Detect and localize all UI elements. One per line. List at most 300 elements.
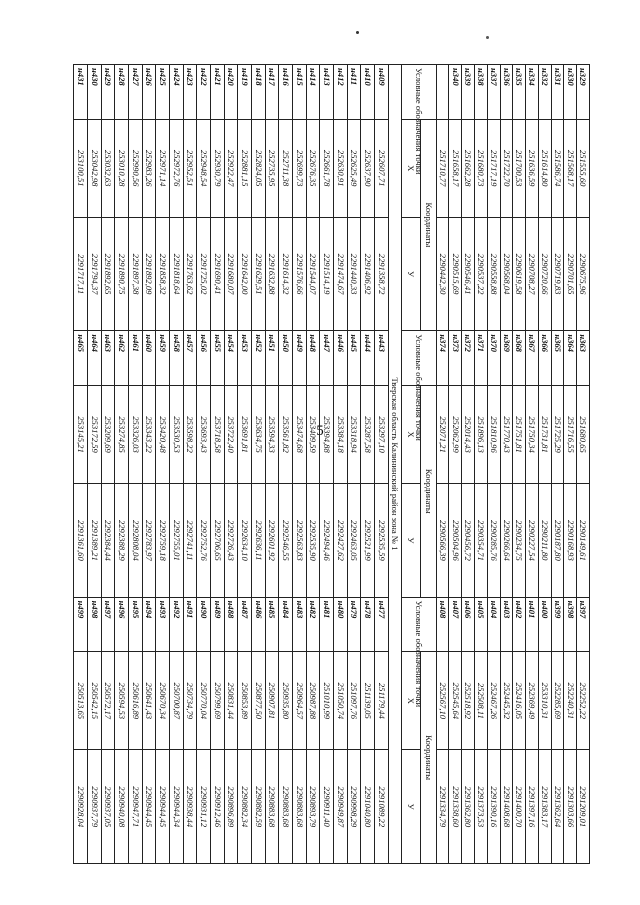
coord-y-cell: 2290947,71 bbox=[129, 750, 143, 864]
point-label-cell: н465 bbox=[74, 331, 88, 386]
coord-x-cell: 253032,63 bbox=[101, 119, 115, 217]
point-label-cell: н416 bbox=[279, 65, 293, 120]
coord-y-cell: 2291209,01 bbox=[577, 750, 590, 864]
coord-x-cell: 252922,47 bbox=[224, 119, 238, 217]
table-row bbox=[88, 65, 102, 864]
table-row bbox=[129, 65, 143, 864]
table-row bbox=[293, 65, 307, 864]
coord-y-cell: 2290566,39 bbox=[436, 484, 449, 598]
coord-y-cell: 2291818,64 bbox=[170, 217, 184, 331]
point-label-cell: н430 bbox=[88, 65, 102, 120]
coord-y-cell: 2292601,92 bbox=[265, 484, 279, 598]
point-label-cell: н431 bbox=[74, 65, 88, 120]
y-header: У bbox=[402, 217, 421, 331]
coord-y-cell: 2290168,93 bbox=[564, 484, 577, 598]
table-row bbox=[334, 65, 348, 864]
point-label-cell: н495 bbox=[129, 597, 143, 652]
point-label-cell: н427 bbox=[129, 65, 143, 120]
coord-y-cell: 2290720,66 bbox=[538, 217, 551, 331]
coord-x-cell: 252699,73 bbox=[293, 119, 307, 217]
coord-x-cell: 252972,76 bbox=[170, 119, 184, 217]
coord-y-cell: 2290227,54 bbox=[526, 484, 539, 598]
coord-y-cell: 2290883,68 bbox=[293, 750, 307, 864]
coord-y-cell: 2290149,61 bbox=[577, 484, 590, 598]
coord-x-cell: 251751,81 bbox=[513, 385, 526, 483]
coord-y-cell: 2292388,29 bbox=[115, 484, 129, 598]
coord-x-cell: 253598,22 bbox=[183, 385, 197, 483]
coord-x-cell: 253287,58 bbox=[361, 385, 375, 483]
coord-x-cell: 253561,82 bbox=[279, 385, 293, 483]
coord-y-cell: 2290883,68 bbox=[279, 750, 293, 864]
coord-x-cell: 252545,64 bbox=[449, 652, 462, 750]
point-label-cell: н494 bbox=[142, 597, 156, 652]
table-row bbox=[211, 65, 225, 864]
coord-y-cell: 2290234,75 bbox=[513, 484, 526, 598]
scan-speck bbox=[486, 36, 489, 39]
coord-y-cell: 2291794,37 bbox=[88, 217, 102, 331]
point-label-cell: н419 bbox=[238, 65, 252, 120]
point-label-cell: н457 bbox=[183, 331, 197, 386]
point-label-cell: н404 bbox=[487, 597, 500, 652]
point-label-cell: н429 bbox=[101, 65, 115, 120]
coord-x-cell: 252071,21 bbox=[436, 385, 449, 483]
coord-y-cell: 2290944,45 bbox=[156, 750, 170, 864]
coord-x-cell: 252467,26 bbox=[487, 652, 500, 750]
point-label-cell: н484 bbox=[279, 597, 293, 652]
coord-y-cell: 2291362,64 bbox=[551, 750, 564, 864]
point-label-cell: н336 bbox=[500, 65, 513, 120]
point-label-cell: н405 bbox=[474, 597, 487, 652]
coord-y-cell: 2291406,92 bbox=[361, 217, 375, 331]
coord-x-cell: 252948,54 bbox=[197, 119, 211, 217]
point-label-cell: н414 bbox=[306, 65, 320, 120]
point-label-cell: н367 bbox=[526, 331, 539, 386]
table-header-row bbox=[421, 65, 437, 864]
point-label-cell: н368 bbox=[513, 331, 526, 386]
point-label-cell: н483 bbox=[293, 597, 307, 652]
point-label-cell: н450 bbox=[279, 331, 293, 386]
point-label-cell: н464 bbox=[88, 331, 102, 386]
coord-y-cell: 2292563,83 bbox=[293, 484, 307, 598]
coord-x-cell: 251636,59 bbox=[526, 119, 539, 217]
coord-y-cell: 2292427,62 bbox=[334, 484, 348, 598]
coord-x-cell: 252625,49 bbox=[347, 119, 361, 217]
point-label-cell: н489 bbox=[211, 597, 225, 652]
coord-x-cell: 250877,50 bbox=[252, 652, 266, 750]
coord-x-cell: 252711,38 bbox=[279, 119, 293, 217]
table-row bbox=[500, 65, 513, 864]
table-row bbox=[551, 65, 564, 864]
point-label-cell: н428 bbox=[115, 65, 129, 120]
point-label-cell: н444 bbox=[361, 331, 375, 386]
coord-y-cell: 2290568,04 bbox=[500, 217, 513, 331]
coord-y-cell: 2292535,59 bbox=[375, 484, 389, 598]
point-label-cell: н490 bbox=[197, 597, 211, 652]
point-label-cell: н340 bbox=[449, 65, 462, 120]
point-label-cell: н365 bbox=[551, 331, 564, 386]
scan-speck bbox=[356, 31, 359, 34]
coord-y-cell: 2290504,96 bbox=[449, 484, 462, 598]
table-row bbox=[238, 65, 252, 864]
coord-x-cell: 252369,49 bbox=[526, 652, 539, 750]
coord-x-cell: 250935,80 bbox=[279, 652, 293, 750]
point-label-cell bbox=[436, 65, 449, 120]
coord-y-cell: 2291089,22 bbox=[375, 750, 389, 864]
coord-y-cell: 2290882,59 bbox=[252, 750, 266, 864]
point-label-cell: н329 bbox=[577, 65, 590, 120]
point-label-cell: н453 bbox=[238, 331, 252, 386]
coord-x-cell: 252062,99 bbox=[449, 385, 462, 483]
point-label-cell: н482 bbox=[306, 597, 320, 652]
point-label-cell: н481 bbox=[320, 597, 334, 652]
table-row bbox=[462, 65, 475, 864]
coord-y-cell: 2290285,76 bbox=[487, 484, 500, 598]
coord-y-cell: 2290442,30 bbox=[436, 217, 449, 331]
table-row bbox=[564, 65, 577, 864]
point-label-cell: н478 bbox=[361, 597, 375, 652]
point-label-cell: н491 bbox=[183, 597, 197, 652]
coord-y-cell: 2291303,66 bbox=[564, 750, 577, 864]
coord-y-cell: 2291892,09 bbox=[142, 217, 156, 331]
coord-x-cell: 250513,65 bbox=[74, 652, 88, 750]
coord-x-cell: 251731,81 bbox=[538, 385, 551, 483]
point-label-cell: н499 bbox=[74, 597, 88, 652]
table-row bbox=[436, 65, 449, 864]
point-label-cell: н413 bbox=[320, 65, 334, 120]
coord-x-cell: 252637,90 bbox=[361, 119, 375, 217]
coord-y-cell: 2291389,21 bbox=[88, 484, 102, 598]
point-label-cell: н400 bbox=[538, 597, 551, 652]
coord-x-cell: 250572,17 bbox=[101, 652, 115, 750]
coord-x-cell: 252990,56 bbox=[129, 119, 143, 217]
coord-x-cell: 253297,10 bbox=[375, 385, 389, 483]
point-label-cell: н371 bbox=[474, 331, 487, 386]
coord-y-cell: 2290912,46 bbox=[211, 750, 225, 864]
coord-x-cell: 251700,53 bbox=[513, 119, 526, 217]
point-label-cell: н373 bbox=[449, 331, 462, 386]
point-label-cell: н420 bbox=[224, 65, 238, 120]
coord-x-cell: 251680,73 bbox=[474, 119, 487, 217]
point-label-cell: н401 bbox=[526, 597, 539, 652]
point-label-cell: н496 bbox=[115, 597, 129, 652]
table-row bbox=[265, 65, 279, 864]
coord-y-cell: 2290937,79 bbox=[88, 750, 102, 864]
point-label-cell: н337 bbox=[487, 65, 500, 120]
coord-x-cell: 253691,81 bbox=[238, 385, 252, 483]
coord-x-cell: 252735,95 bbox=[265, 119, 279, 217]
coord-x-cell: 253384,18 bbox=[334, 385, 348, 483]
point-label-cell: н411 bbox=[347, 65, 361, 120]
x-header: X bbox=[402, 385, 421, 483]
coord-x-cell: 253474,68 bbox=[293, 385, 307, 483]
coord-x-cell: 252971,14 bbox=[156, 119, 170, 217]
point-label-cell: н486 bbox=[252, 597, 266, 652]
coord-x-cell: 251810,96 bbox=[487, 385, 500, 483]
coord-y-cell: 2290266,64 bbox=[500, 484, 513, 598]
coord-y-cell: 2290911,40 bbox=[320, 750, 334, 864]
coord-x-cell: 251050,74 bbox=[334, 652, 348, 750]
coord-y-cell: 2290719,83 bbox=[551, 217, 564, 331]
table-row bbox=[361, 65, 375, 864]
coord-x-cell: 252607,71 bbox=[375, 119, 389, 217]
coord-y-cell: 2291629,51 bbox=[252, 217, 266, 331]
coord-x-cell: 251139,05 bbox=[361, 652, 375, 750]
point-label-cell: н412 bbox=[334, 65, 348, 120]
coord-x-cell: 252518,92 bbox=[462, 652, 475, 750]
coord-y-cell: 2291717,11 bbox=[74, 217, 88, 331]
point-label-cell: н463 bbox=[101, 331, 115, 386]
coord-x-cell: 252285,69 bbox=[551, 652, 564, 750]
point-label-cell: н331 bbox=[551, 65, 564, 120]
table-row bbox=[224, 65, 238, 864]
coord-y-cell: 2291383,17 bbox=[538, 750, 551, 864]
coord-x-cell: 252252,22 bbox=[577, 652, 590, 750]
coord-x-cell: 252014,43 bbox=[462, 385, 475, 483]
coord-y-cell: 2291858,32 bbox=[156, 217, 170, 331]
coord-y-cell: 2291400,70 bbox=[513, 750, 526, 864]
coord-y-cell: 2291680,07 bbox=[224, 217, 238, 331]
point-label-header: Условные обозначения точки bbox=[402, 597, 436, 652]
point-label-cell: н334 bbox=[526, 65, 539, 120]
coord-y-cell: 2292535,90 bbox=[306, 484, 320, 598]
coord-x-cell: 251555,60 bbox=[577, 119, 590, 217]
coord-x-cell: 253634,75 bbox=[252, 385, 266, 483]
coord-y-cell: 2292741,11 bbox=[183, 484, 197, 598]
coord-y-cell: 2290515,69 bbox=[449, 217, 462, 331]
table-row bbox=[306, 65, 320, 864]
coord-x-cell: 253145,21 bbox=[74, 385, 88, 483]
coord-y-cell: 2291725,02 bbox=[197, 217, 211, 331]
coord-y-cell: 2291614,32 bbox=[279, 217, 293, 331]
point-label-cell: н426 bbox=[142, 65, 156, 120]
x-header: X bbox=[402, 119, 421, 217]
point-label-cell: н410 bbox=[361, 65, 375, 120]
table-row bbox=[538, 65, 551, 864]
coord-x-cell: 251658,17 bbox=[449, 119, 462, 217]
coord-y-cell: 2292808,04 bbox=[129, 484, 143, 598]
point-label-cell: н492 bbox=[170, 597, 184, 652]
coord-x-cell: 251725,29 bbox=[551, 385, 564, 483]
coord-y-cell: 2290931,12 bbox=[197, 750, 211, 864]
coord-x-cell: 251010,99 bbox=[320, 652, 334, 750]
coord-x-cell: 251717,19 bbox=[487, 119, 500, 217]
coord-x-cell: 253318,94 bbox=[347, 385, 361, 483]
point-label-cell: н409 bbox=[375, 65, 389, 120]
coord-y-cell: 2290944,34 bbox=[170, 750, 184, 864]
point-label-cell: н374 bbox=[436, 331, 449, 386]
coord-x-cell: 250594,53 bbox=[115, 652, 129, 750]
coord-y-cell: 2291358,72 bbox=[375, 217, 389, 331]
coord-x-cell: 253326,03 bbox=[129, 385, 143, 483]
coord-y-cell: 2291642,00 bbox=[238, 217, 252, 331]
coord-y-cell: 2291632,88 bbox=[265, 217, 279, 331]
y-header: У bbox=[402, 750, 421, 864]
point-label-cell: н461 bbox=[129, 331, 143, 386]
coord-y-cell: 2290893,79 bbox=[306, 750, 320, 864]
coord-y-cell: 2290546,41 bbox=[462, 217, 475, 331]
coordinates-table bbox=[73, 64, 590, 864]
x-header: X bbox=[402, 652, 421, 750]
coord-x-cell: 251710,77 bbox=[436, 119, 449, 217]
point-label-cell: н363 bbox=[577, 331, 590, 386]
table-row bbox=[170, 65, 184, 864]
coord-x-cell: 253722,40 bbox=[224, 385, 238, 483]
coord-y-cell: 2291362,80 bbox=[462, 750, 475, 864]
table-row bbox=[252, 65, 266, 864]
point-label-header: Условные обозначения точки bbox=[402, 331, 436, 386]
table-row bbox=[279, 65, 293, 864]
table-row bbox=[183, 65, 197, 864]
table-row bbox=[74, 65, 88, 864]
coord-x-cell: 250853,89 bbox=[238, 652, 252, 750]
coord-y-cell: 2291763,62 bbox=[183, 217, 197, 331]
coord-y-cell: 2292759,18 bbox=[156, 484, 170, 598]
point-label-cell: н408 bbox=[436, 597, 449, 652]
coord-y-cell: 2290187,80 bbox=[551, 484, 564, 598]
coord-x-cell: 251662,28 bbox=[462, 119, 475, 217]
point-label-cell: н498 bbox=[88, 597, 102, 652]
point-label-cell: н372 bbox=[462, 331, 475, 386]
point-label-cell: н370 bbox=[487, 331, 500, 386]
point-label-cell: н497 bbox=[101, 597, 115, 652]
coord-y-cell: 2290456,72 bbox=[462, 484, 475, 598]
coord-y-cell: 2290211,80 bbox=[538, 484, 551, 598]
rotated-table-container bbox=[73, 64, 590, 864]
coord-x-cell: 252930,79 bbox=[211, 119, 225, 217]
coord-y-cell: 2291897,38 bbox=[129, 217, 143, 331]
coord-x-cell: 250616,89 bbox=[129, 652, 143, 750]
coord-y-cell: 2292755,01 bbox=[170, 484, 184, 598]
table-row bbox=[449, 65, 462, 864]
coord-x-cell: 253530,53 bbox=[170, 385, 184, 483]
point-label-cell: н402 bbox=[513, 597, 526, 652]
coord-x-cell: 252416,05 bbox=[513, 652, 526, 750]
table-row bbox=[115, 65, 129, 864]
point-label-cell: н493 bbox=[156, 597, 170, 652]
coord-x-cell: 251568,17 bbox=[564, 119, 577, 217]
coord-x-cell: 253310,31 bbox=[538, 652, 551, 750]
coord-x-cell: 251750,34 bbox=[526, 385, 539, 483]
coord-y-cell: 2292521,99 bbox=[361, 484, 375, 598]
coord-x-cell: 250542,15 bbox=[88, 652, 102, 750]
coord-y-cell: 2290896,89 bbox=[224, 750, 238, 864]
table-row bbox=[577, 65, 590, 864]
coord-y-cell: 2292783,97 bbox=[142, 484, 156, 598]
coordinates-header: Координаты bbox=[421, 385, 437, 597]
coord-x-cell: 252881,15 bbox=[238, 119, 252, 217]
page-number: 5 bbox=[316, 423, 324, 439]
coord-y-cell: 2291890,75 bbox=[115, 217, 129, 331]
coord-x-cell: 251722,70 bbox=[500, 119, 513, 217]
point-label-cell: н423 bbox=[183, 65, 197, 120]
coord-x-cell: 253718,58 bbox=[211, 385, 225, 483]
coord-y-cell: 2292636,11 bbox=[252, 484, 266, 598]
coord-x-cell: 250700,87 bbox=[170, 652, 184, 750]
point-label-cell: н338 bbox=[474, 65, 487, 120]
point-label-cell: н403 bbox=[500, 597, 513, 652]
coord-x-cell: 251586,74 bbox=[551, 119, 564, 217]
point-label-cell: н479 bbox=[347, 597, 361, 652]
coord-x-cell: 252661,78 bbox=[320, 119, 334, 217]
table-row bbox=[347, 65, 361, 864]
coord-y-cell: 2291040,80 bbox=[361, 750, 375, 864]
coord-x-cell: 250907,81 bbox=[265, 652, 279, 750]
point-label-cell: н332 bbox=[538, 65, 551, 120]
point-label-cell: н417 bbox=[265, 65, 279, 120]
coord-x-cell: 252952,51 bbox=[183, 119, 197, 217]
coord-x-cell: 253274,85 bbox=[115, 385, 129, 483]
coord-x-cell: 250770,04 bbox=[197, 652, 211, 750]
point-label-cell: н477 bbox=[375, 597, 389, 652]
coord-y-cell: 2291474,67 bbox=[334, 217, 348, 331]
y-header: У bbox=[402, 484, 421, 598]
coordinates-header: Координаты bbox=[421, 119, 437, 331]
coord-y-cell: 2291408,68 bbox=[500, 750, 513, 864]
coord-x-cell: 252567,10 bbox=[436, 652, 449, 750]
coord-y-cell: 2292463,05 bbox=[347, 484, 361, 598]
coord-x-cell: 251896,13 bbox=[474, 385, 487, 483]
point-label-cell: н462 bbox=[115, 331, 129, 386]
coord-y-cell: 2290998,29 bbox=[347, 750, 361, 864]
point-label-cell: н446 bbox=[334, 331, 348, 386]
coord-x-cell: 252508,11 bbox=[474, 652, 487, 750]
point-label-cell: н397 bbox=[577, 597, 590, 652]
point-label-cell: н335 bbox=[513, 65, 526, 120]
point-label-cell: н485 bbox=[265, 597, 279, 652]
point-label-cell: н455 bbox=[211, 331, 225, 386]
point-label-cell: н488 bbox=[224, 597, 238, 652]
table-row bbox=[156, 65, 170, 864]
coord-y-cell: 2292384,44 bbox=[101, 484, 115, 598]
point-label-cell: н330 bbox=[564, 65, 577, 120]
point-label-cell: н443 bbox=[375, 331, 389, 386]
point-label-cell: н422 bbox=[197, 65, 211, 120]
table-row bbox=[474, 65, 487, 864]
coord-x-cell: 253010,28 bbox=[115, 119, 129, 217]
table-row bbox=[197, 65, 211, 864]
coord-x-cell: 252240,31 bbox=[564, 652, 577, 750]
coord-y-cell: 2291361,60 bbox=[74, 484, 88, 598]
coord-y-cell: 2292706,65 bbox=[211, 484, 225, 598]
point-label-cell: н399 bbox=[551, 597, 564, 652]
table-row bbox=[101, 65, 115, 864]
coord-x-cell: 252676,35 bbox=[306, 119, 320, 217]
point-label-cell: н459 bbox=[156, 331, 170, 386]
coord-y-cell: 2291892,65 bbox=[101, 217, 115, 331]
coord-x-cell: 252824,05 bbox=[252, 119, 266, 217]
coord-x-cell: 251770,43 bbox=[500, 385, 513, 483]
point-label-cell: н418 bbox=[252, 65, 266, 120]
point-label-cell: н407 bbox=[449, 597, 462, 652]
point-label-cell: н366 bbox=[538, 331, 551, 386]
coord-x-cell: 253100,51 bbox=[74, 119, 88, 217]
point-label-header: Условные обозначения точки bbox=[402, 65, 436, 120]
coord-y-cell: 2292494,46 bbox=[320, 484, 334, 598]
coord-y-cell: 2290949,87 bbox=[334, 750, 348, 864]
point-label-cell: н424 bbox=[170, 65, 184, 120]
coord-y-cell: 2292546,55 bbox=[279, 484, 293, 598]
coord-y-cell: 2291514,19 bbox=[320, 217, 334, 331]
point-label-cell: н451 bbox=[265, 331, 279, 386]
coord-y-cell: 2290675,96 bbox=[577, 217, 590, 331]
coord-y-cell: 2291373,53 bbox=[474, 750, 487, 864]
coord-x-cell: 250987,88 bbox=[306, 652, 320, 750]
point-label-cell: н448 bbox=[306, 331, 320, 386]
coord-y-cell: 2292726,43 bbox=[224, 484, 238, 598]
coord-y-cell: 2290940,08 bbox=[115, 750, 129, 864]
coord-y-cell: 2292634,10 bbox=[238, 484, 252, 598]
coord-x-cell: 251179,44 bbox=[375, 652, 389, 750]
